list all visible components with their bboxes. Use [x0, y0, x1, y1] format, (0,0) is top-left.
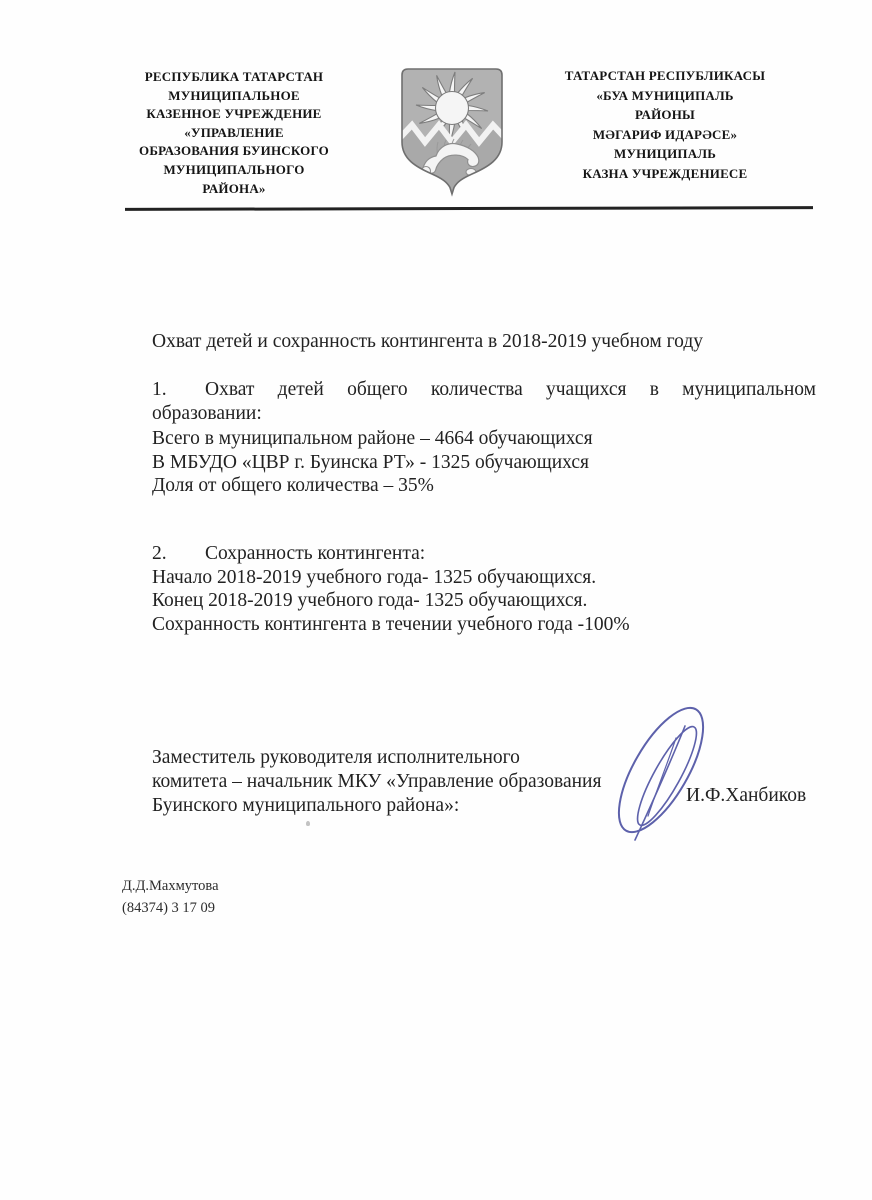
org-name-line: РЕСПУБЛИКА ТАТАРСТАН [144, 69, 324, 84]
signatory-title-line: Буинского муниципального района»: [152, 794, 460, 816]
org-name-line: КАЗНА УЧРЕЖДЕНИЕСЕ [582, 165, 748, 181]
scan-artifact [306, 821, 310, 826]
page-title: Охват детей и сохранность контингента в 2018-2019 учебном году [152, 331, 703, 352]
stat-line-retention: Сохранность контингента в течении учебного года -100% [152, 613, 630, 635]
section1-heading-line1 [152, 378, 816, 402]
section1-heading-line2: образовании: [152, 402, 262, 424]
org-name-line: ТАТАРСТАН РЕСПУБЛИКАСЫ [564, 68, 766, 83]
signatory-title-line: комитета – начальник МКУ «Управление образования [152, 770, 602, 792]
org-name-line: «БУА МУНИЦИПАЛЬ [596, 87, 734, 103]
signatory-title-line: Заместитель руководителя исполнительного [152, 747, 520, 768]
stat-line-share: Доля от общего количества – 35% [152, 475, 434, 497]
document-body [152, 330, 816, 636]
stat-line-total: Всего в муниципальном районе – 4664 обучающихся [152, 428, 593, 450]
signer-name: И.Ф.Ханбиков [686, 785, 807, 806]
org-name-line: РАЙОНА» [202, 180, 266, 196]
handwritten-signature-icon [588, 694, 738, 849]
org-name-line: РАЙОНЫ [635, 107, 695, 123]
org-name-line: ОБРАЗОВАНИЯ БУИНСКОГО [139, 143, 329, 159]
org-name-line: КАЗЕННОЕ УЧРЕЖДЕНИЕ [146, 106, 322, 122]
executor-phone: (84374) 3 17 09 [122, 899, 216, 916]
executor-name: Д.Д.Махмутова [122, 878, 219, 894]
org-name-russian [98, 68, 370, 198]
org-name-line: «УПРАВЛЕНИЕ [184, 124, 284, 140]
executor-contact [122, 876, 219, 919]
section1-number: 1. [152, 378, 167, 400]
section2-number: 2. [152, 542, 167, 564]
org-name-line: МӘГАРИФ ИДАРӘСЕ» [592, 126, 738, 142]
org-name-tatar [532, 66, 798, 184]
stat-line-end: Конец 2018-2019 учебного года- 1325 обучающихся. [152, 590, 588, 612]
section2-heading [152, 542, 816, 566]
header-divider [125, 206, 813, 211]
org-name-line: МУНИЦИПАЛЬНОГО [163, 161, 305, 177]
stat-line-mbudo: В МБУДО «ЦВР г. Буинска РТ» - 1325 обучающихся [152, 451, 589, 473]
org-name-line: МУНИЦИПАЛЬНОЕ [168, 87, 300, 103]
stat-line-start: Начало 2018-2019 учебного года- 1325 обучающихся. [152, 566, 597, 588]
org-name-line: МУНИЦИПАЛЬ [613, 146, 717, 162]
coat-of-arms-icon [398, 66, 506, 198]
section1-heading-text: Охват детей общего количества учащихся в муниципальном [205, 378, 816, 400]
section2-heading-text: Сохранность контингента: [205, 542, 426, 564]
